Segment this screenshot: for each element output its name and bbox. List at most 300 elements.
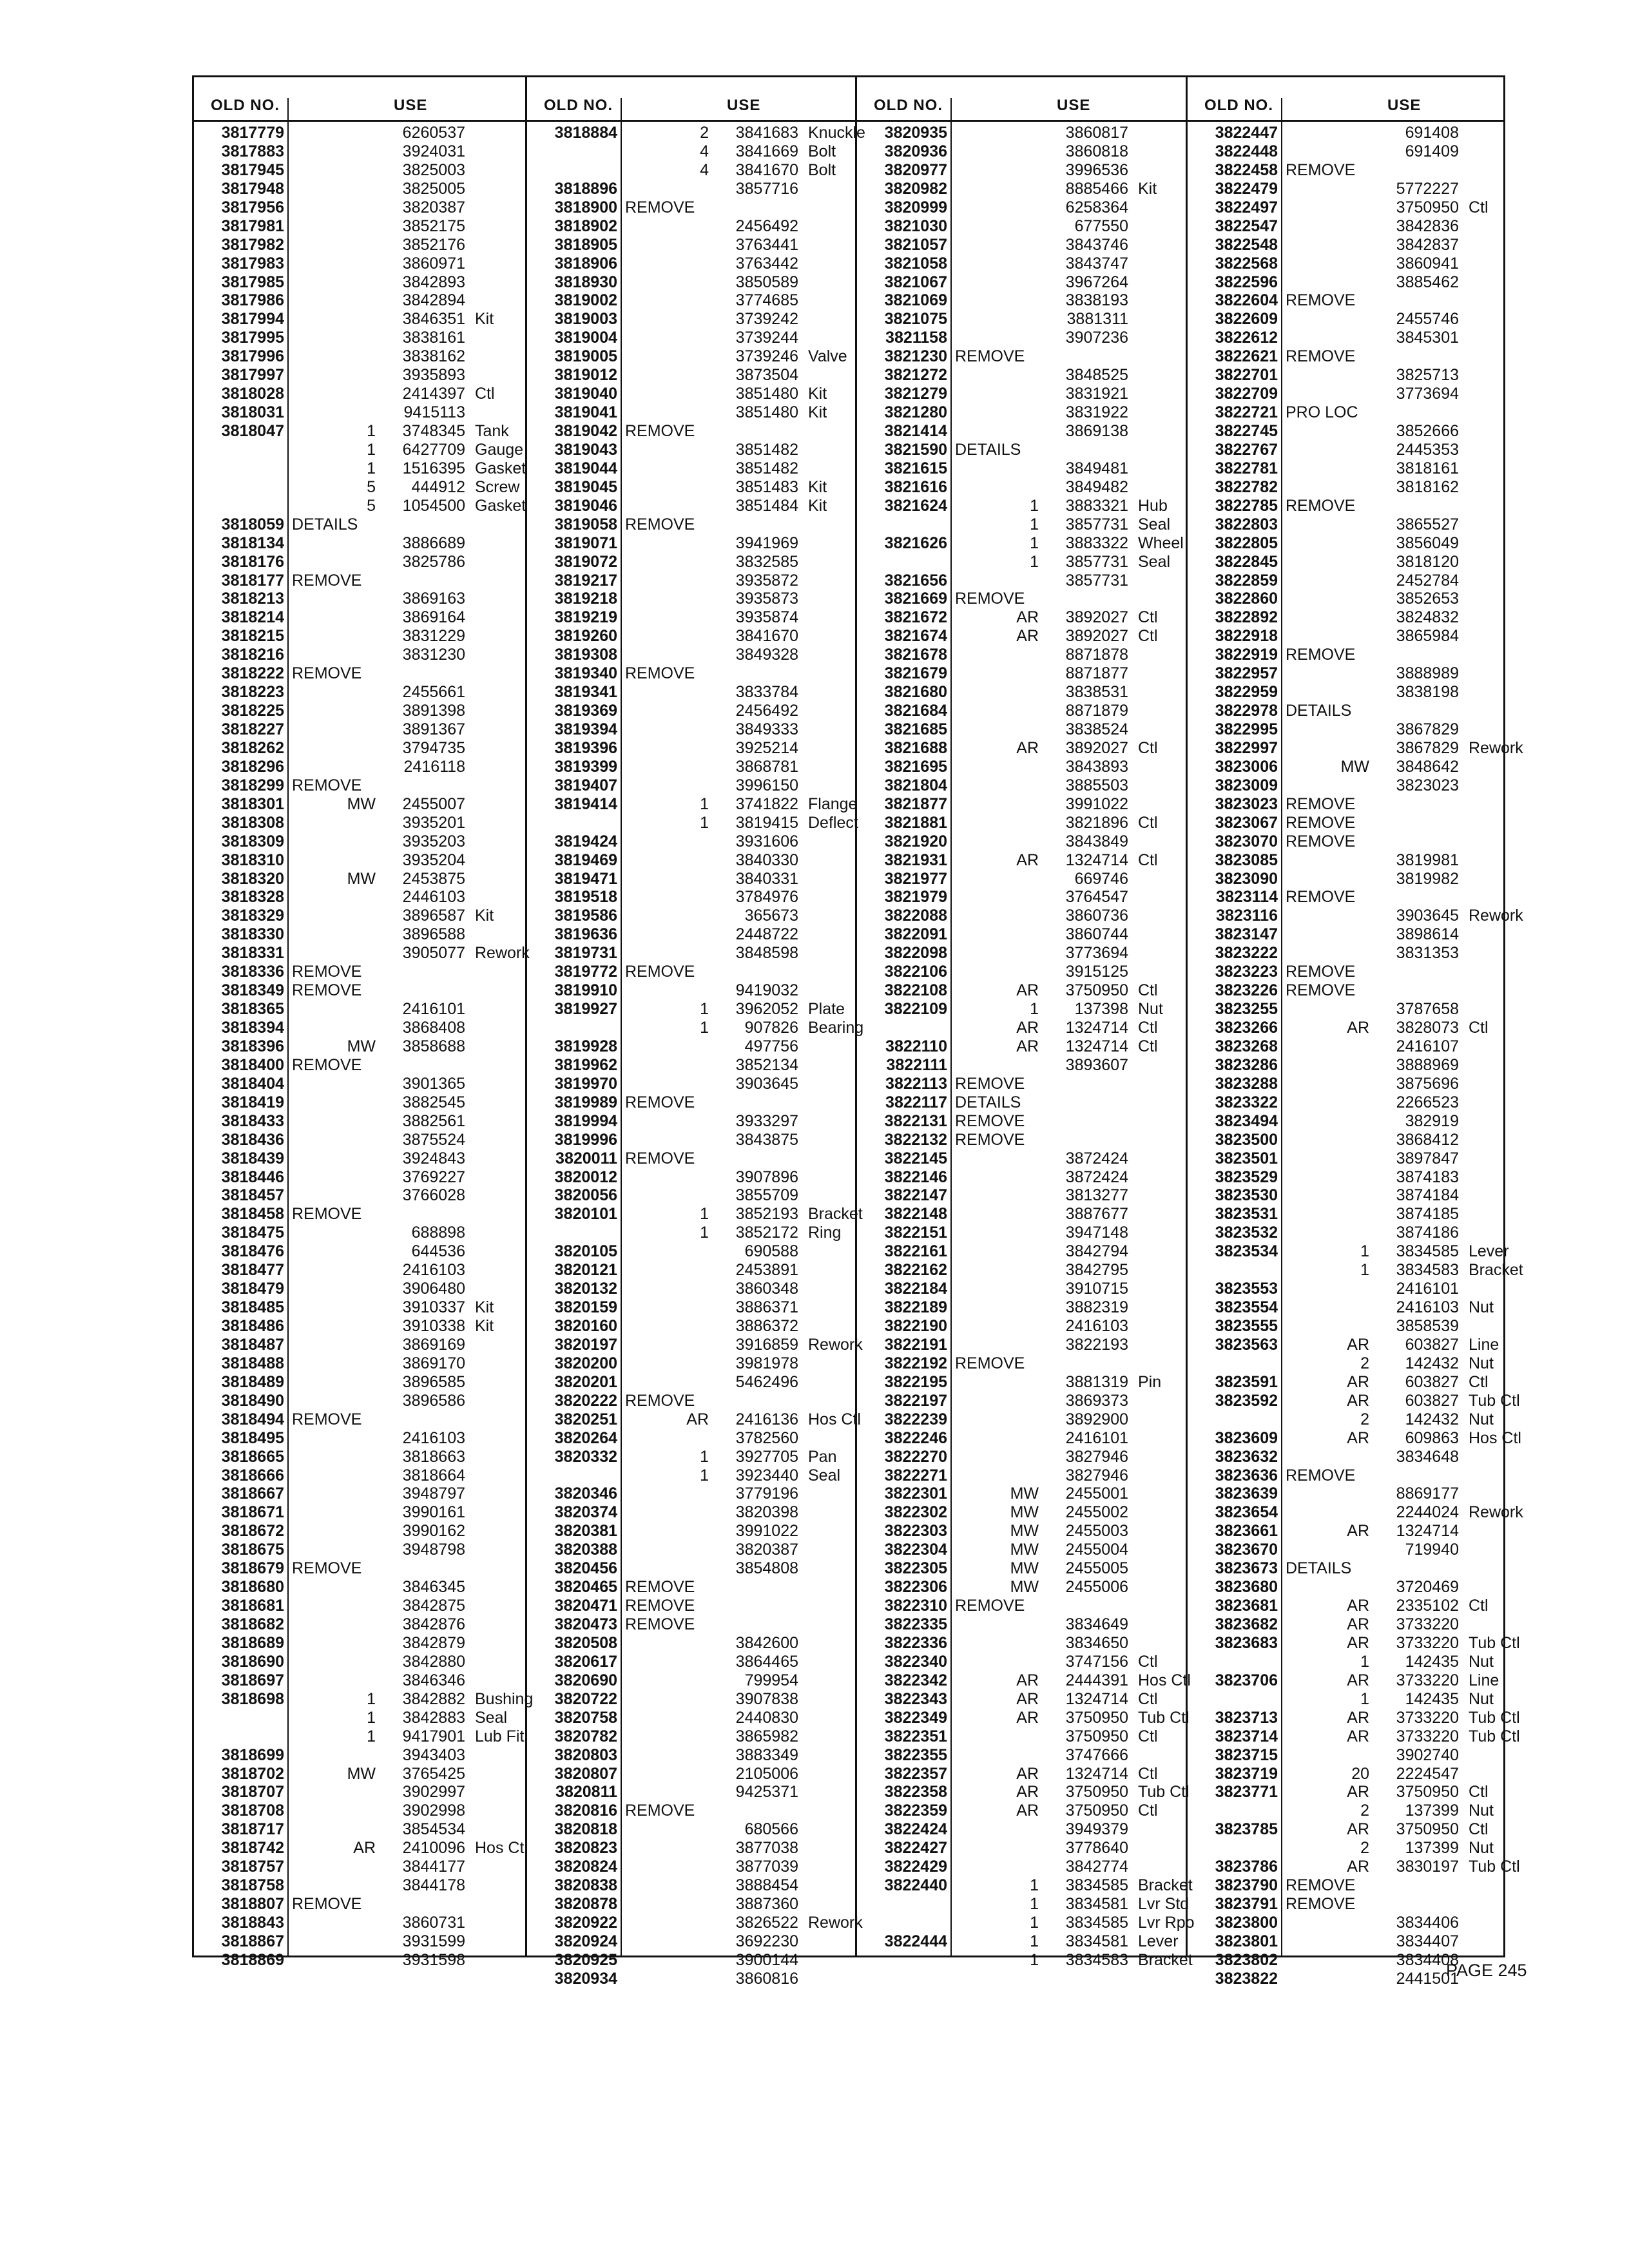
old-part-number: 3820782 [554, 1727, 617, 1745]
old-part-number: 3818394 [221, 1019, 284, 1037]
table-row [1188, 478, 1505, 497]
use-part-number: 3860941 [1396, 254, 1459, 273]
old-part-number: 3823771 [1215, 1783, 1278, 1802]
table-row [857, 1056, 1188, 1075]
table-row [1188, 1131, 1505, 1149]
table-row [527, 1205, 863, 1224]
table-row [527, 291, 857, 310]
table-row [857, 142, 1188, 161]
old-part-number: 3819928 [554, 1037, 617, 1055]
quantity: 1 [700, 1019, 709, 1037]
old-part-number: 3822108 [884, 981, 947, 1000]
use-part-number: 3834581 [1065, 1895, 1128, 1914]
use-part-number: 6260537 [402, 124, 465, 142]
use-part-number: 2455007 [402, 794, 465, 813]
quantity: 1 [700, 1000, 709, 1019]
old-part-number: 3820381 [554, 1522, 617, 1541]
use-part-number: 3842600 [735, 1633, 798, 1652]
table-row [857, 1727, 1188, 1746]
part-description: Kit [475, 907, 494, 925]
table-row [1188, 459, 1505, 478]
old-part-number: 3820936 [884, 142, 947, 160]
table-row [857, 664, 1188, 683]
use-part-number: 3900144 [735, 1950, 798, 1969]
part-description: Tank [475, 422, 509, 440]
table-row [857, 795, 1188, 814]
old-part-number: 3818299 [221, 776, 284, 794]
remark-text: REMOVE [955, 1111, 1025, 1130]
part-description: Kit [475, 310, 494, 329]
old-part-number: 3823706 [1215, 1671, 1278, 1689]
use-part-number: 8885466 [1065, 179, 1128, 198]
table-row [527, 403, 857, 422]
remark-text: REMOVE [1286, 888, 1356, 907]
old-part-number: 3818223 [221, 683, 284, 702]
use-part-number: 3857731 [1065, 571, 1128, 590]
use-part-number: 3868412 [1396, 1130, 1459, 1149]
table-row [1188, 907, 1523, 925]
old-part-number: 3819219 [554, 608, 617, 627]
table-row [857, 1485, 1188, 1503]
quantity: 4 [700, 160, 709, 179]
remark-text: REMOVE [625, 963, 695, 981]
old-part-number: 3822782 [1215, 477, 1278, 496]
use-heading: USE [727, 97, 761, 114]
use-part-number: 3838524 [1065, 720, 1128, 738]
quantity: 1 [1030, 1914, 1039, 1932]
remark-text: REMOVE [955, 347, 1025, 366]
table-row [1188, 1410, 1505, 1429]
old-part-number: 3823529 [1215, 1168, 1278, 1186]
use-part-number: 365673 [744, 907, 798, 925]
use-part-number: 3947148 [1065, 1224, 1128, 1242]
old-part-number: 3820374 [554, 1503, 617, 1522]
use-part-number: 3892027 [1065, 627, 1128, 646]
table-row [857, 1429, 1188, 1448]
use-part-number: 2453891 [735, 1261, 798, 1280]
quantity: AR [686, 1410, 709, 1428]
table-row [527, 1429, 857, 1448]
old-part-number: 3818433 [221, 1111, 284, 1130]
part-description: Ctl [1469, 1372, 1489, 1391]
old-part-number: 3821615 [884, 459, 947, 477]
header-divider [194, 120, 525, 122]
use-part-number: 3860348 [735, 1280, 798, 1298]
table-row [1188, 1448, 1505, 1466]
table-row [857, 608, 1188, 627]
table-row [194, 1149, 525, 1168]
old-part-number: 3822304 [884, 1541, 947, 1559]
table-row [194, 1858, 525, 1876]
table-row [857, 459, 1188, 478]
part-description: Tub Ctl [1138, 1708, 1190, 1727]
table-row [194, 161, 525, 180]
old-part-number: 3822997 [1215, 738, 1278, 757]
use-part-number: 3821896 [1065, 813, 1128, 832]
part-description: Nut [1469, 1652, 1494, 1671]
old-part-number: 3820935 [884, 124, 947, 142]
table-row [1188, 1373, 1505, 1392]
table-row [194, 1354, 525, 1373]
old-part-number: 3818310 [221, 850, 284, 869]
use-part-number: 3834583 [1065, 1950, 1128, 1969]
use-part-number: 3886371 [735, 1298, 798, 1317]
table-row [1188, 590, 1505, 608]
table-row [527, 553, 857, 572]
part-description: Gasket [475, 459, 526, 477]
use-part-number: 3842794 [1065, 1242, 1128, 1261]
row-list [1188, 124, 1523, 1988]
quantity: 2 [1360, 1410, 1369, 1428]
table-row [1188, 1224, 1505, 1242]
use-part-number: 3869169 [402, 1335, 465, 1354]
table-row [1188, 1391, 1520, 1410]
old-part-number: 3823683 [1215, 1633, 1278, 1652]
table-row [857, 1354, 1188, 1373]
part-description: Ctl [1138, 608, 1158, 627]
quantity: 1 [700, 1466, 709, 1485]
use-part-number: 3741822 [735, 794, 798, 813]
quantity: MW [347, 869, 376, 888]
use-part-number: 3868408 [402, 1019, 465, 1037]
use-part-number: 3739246 [735, 347, 798, 366]
use-part-number: 1516395 [402, 459, 465, 477]
old-part-number: 3822701 [1215, 366, 1278, 385]
old-part-number: 3823322 [1215, 1093, 1278, 1111]
table-row [527, 702, 857, 720]
old-part-number: 3823802 [1215, 1950, 1278, 1969]
table-row [857, 403, 1188, 422]
table-row [194, 795, 525, 814]
remark-text: PRO LOC [1286, 403, 1358, 422]
old-part-number: 3821067 [884, 273, 947, 291]
use-part-number: 3750950 [1065, 1802, 1128, 1820]
table-row [1188, 180, 1505, 198]
old-part-number: 3822302 [884, 1503, 947, 1522]
table-row [194, 1746, 525, 1765]
table-row [194, 291, 525, 310]
old-part-number: 3822448 [1215, 142, 1278, 160]
use-part-number: 2416103 [1396, 1298, 1459, 1317]
table-row [1188, 1019, 1505, 1037]
use-part-number: 5772227 [1396, 179, 1459, 198]
old-part-number: 3821881 [884, 813, 947, 832]
table-row [1188, 1559, 1505, 1578]
use-part-number: 3834649 [1065, 1615, 1128, 1633]
part-description: Valve [808, 347, 847, 366]
table-row [527, 1783, 857, 1802]
use-part-number: 3858688 [402, 1037, 465, 1055]
table-row [1188, 422, 1505, 441]
old-part-number: 3820456 [554, 1559, 617, 1578]
part-description: Ctl [1138, 850, 1158, 869]
table-row [527, 1186, 857, 1205]
use-part-number: 3874186 [1396, 1224, 1459, 1242]
part-description: Ctl [1469, 1019, 1489, 1037]
table-row [527, 255, 857, 273]
use-part-number: 3842837 [1396, 235, 1459, 254]
table-row [527, 870, 857, 889]
table-row [1188, 608, 1505, 627]
part-description: Pan [808, 1447, 837, 1466]
old-part-number: 3820251 [554, 1410, 617, 1428]
old-part-number: 3818215 [221, 627, 284, 646]
use-part-number: 1324714 [1065, 1689, 1128, 1708]
use-part-number: 3887360 [735, 1895, 798, 1914]
old-part-number: 3820823 [554, 1839, 617, 1858]
use-part-number: 3869164 [402, 608, 465, 627]
old-part-number: 3822803 [1215, 515, 1278, 533]
table-row [1188, 366, 1505, 385]
old-part-number: 3818419 [221, 1093, 284, 1111]
table-row [1188, 851, 1505, 870]
old-part-number: 3820811 [555, 1783, 617, 1802]
remark-text: REMOVE [1286, 1876, 1356, 1895]
old-part-number: 3822995 [1215, 720, 1278, 738]
table-row [857, 124, 1188, 142]
table-row [1188, 776, 1505, 795]
table-row [527, 1746, 857, 1765]
remark-text: REMOVE [1286, 160, 1356, 179]
table-row [527, 161, 857, 180]
table-row [194, 608, 525, 627]
table-row [194, 590, 525, 608]
use-part-number: 691409 [1405, 142, 1459, 160]
table-row [857, 1000, 1188, 1019]
table-row [1188, 944, 1505, 963]
quantity: 1 [1030, 1000, 1039, 1019]
table-row [527, 1653, 857, 1671]
use-part-number: 2416103 [402, 1428, 465, 1447]
quantity: 5 [367, 496, 376, 515]
use-part-number: 3841683 [735, 124, 798, 142]
old-part-number: 3823790 [1215, 1876, 1278, 1895]
use-part-number: 3823023 [1396, 776, 1459, 794]
table-row [857, 1205, 1188, 1224]
old-part-number: 3823500 [1215, 1130, 1278, 1149]
quantity: 1 [1030, 1950, 1039, 1969]
table-row [527, 180, 857, 198]
use-part-number: 3842894 [402, 291, 465, 310]
table-row [527, 515, 857, 534]
table-row [857, 1019, 1188, 1037]
remark-text: REMOVE [292, 776, 362, 794]
use-part-number: 3857731 [1065, 515, 1128, 533]
use-part-number: 2455003 [1065, 1522, 1128, 1541]
use-part-number: 2335102 [1396, 1597, 1459, 1615]
old-part-number: 3818682 [221, 1615, 284, 1633]
use-part-number: 3763442 [735, 254, 798, 273]
use-part-number: 3874185 [1396, 1205, 1459, 1224]
old-part-number: 3823494 [1215, 1111, 1278, 1130]
old-part-number: 3822310 [884, 1597, 947, 1615]
table-row [857, 1653, 1188, 1671]
use-part-number: 3991022 [1065, 794, 1128, 813]
table-row [1188, 291, 1505, 310]
use-part-number: 3854808 [735, 1559, 798, 1578]
use-part-number: 3910338 [402, 1317, 465, 1335]
use-part-number: 3851483 [735, 477, 798, 496]
old-part-number: 3823592 [1215, 1391, 1278, 1410]
table-row [194, 142, 525, 161]
use-part-number: 3852172 [735, 1224, 798, 1242]
table-row [194, 534, 525, 553]
use-part-number: 6258364 [1065, 198, 1128, 216]
old-part-number: 3820818 [554, 1820, 617, 1839]
table-row [527, 608, 857, 627]
quantity: AR [1347, 1019, 1369, 1037]
table-row [1188, 1895, 1505, 1914]
table-row [194, 1578, 525, 1597]
old-part-number: 3818476 [221, 1242, 284, 1261]
quantity: 1 [700, 1205, 709, 1224]
old-part-number: 3821230 [884, 347, 947, 366]
old-part-number: 3817945 [221, 160, 284, 179]
table-row [1188, 1597, 1505, 1615]
use-part-number: 3877039 [735, 1858, 798, 1876]
table-row [1188, 572, 1505, 590]
old-part-number: 3818690 [221, 1652, 284, 1671]
table-row [194, 1336, 525, 1354]
use-part-number: 3864465 [735, 1652, 798, 1671]
old-part-number: 3820201 [554, 1372, 617, 1391]
table-row [857, 198, 1188, 217]
table-row [1188, 1541, 1505, 1559]
old-part-number: 3821616 [884, 477, 947, 496]
table-row [527, 720, 857, 739]
use-part-number: 3896587 [402, 907, 465, 925]
table-row [857, 161, 1188, 180]
table-row [527, 1951, 857, 1970]
use-part-number: 5462496 [735, 1372, 798, 1391]
use-part-number: 3857731 [1065, 552, 1128, 571]
use-part-number: 3856049 [1396, 533, 1459, 552]
use-part-number: 3897847 [1396, 1149, 1459, 1168]
table-row [527, 776, 857, 795]
use-part-number: 644536 [411, 1242, 465, 1261]
part-description: Kit [808, 385, 827, 403]
old-part-number: 3823532 [1215, 1224, 1278, 1242]
use-part-number: 3822193 [1065, 1335, 1128, 1354]
table-row [857, 1448, 1188, 1466]
table-row [194, 1056, 525, 1075]
table-row [194, 870, 525, 889]
old-part-number: 3822197 [884, 1391, 947, 1410]
remark-text: REMOVE [625, 1149, 695, 1168]
column-header [194, 97, 525, 120]
use-part-number: 3907896 [735, 1168, 798, 1186]
table-row [527, 758, 857, 776]
use-part-number: 3733220 [1396, 1727, 1459, 1745]
table-row [1188, 1765, 1505, 1783]
old-part-number: 3823563 [1215, 1335, 1278, 1354]
quantity: AR [1016, 981, 1039, 1000]
table-row [857, 385, 1188, 403]
table-row [857, 1392, 1188, 1410]
old-part-number: 3820101 [554, 1205, 617, 1224]
table-row [194, 1914, 525, 1932]
table-row [857, 758, 1188, 776]
old-part-number: 3818757 [221, 1858, 284, 1876]
use-part-number: 3838193 [1065, 291, 1128, 310]
old-part-number: 3822709 [1215, 385, 1278, 403]
table-row [1188, 198, 1505, 217]
old-part-number: 3819045 [554, 477, 617, 496]
part-description: Rework [1469, 1503, 1523, 1522]
table-row [857, 478, 1188, 497]
table-row [527, 1709, 857, 1727]
table-row [527, 1615, 857, 1634]
quantity: AR [1347, 1858, 1369, 1876]
use-part-number: 3831921 [1065, 385, 1128, 403]
old-part-number: 3822458 [1215, 160, 1278, 179]
old-part-number: 3822609 [1215, 310, 1278, 329]
old-part-number: 3821674 [884, 627, 947, 646]
use-part-number: 3834585 [1396, 1242, 1459, 1261]
use-part-number: 719940 [1405, 1541, 1459, 1559]
table-row [1188, 720, 1505, 739]
old-part-number: 3822195 [884, 1372, 947, 1391]
table-row [857, 422, 1188, 441]
use-part-number: 3838162 [402, 347, 465, 366]
use-part-number: 2224547 [1396, 1764, 1459, 1783]
use-part-number: 137399 [1405, 1802, 1459, 1820]
use-part-number: 3750950 [1065, 1727, 1128, 1745]
use-part-number: 3869138 [1065, 422, 1128, 440]
table-row [527, 497, 857, 515]
use-part-number: 3849333 [735, 720, 798, 738]
old-part-number: 3817948 [221, 179, 284, 198]
table-row [527, 907, 857, 925]
old-part-number: 3823268 [1215, 1037, 1278, 1055]
table-row [857, 1839, 1188, 1858]
old-part-number: 3823785 [1215, 1820, 1278, 1839]
part-description: Ctl [1138, 1764, 1158, 1783]
quantity: 1 [367, 1727, 376, 1745]
quantity: AR [1016, 608, 1039, 627]
use-part-number: 3996150 [735, 776, 798, 794]
part-description: Nut [1138, 1000, 1163, 1019]
table-row [857, 832, 1188, 851]
remark-text: REMOVE [625, 515, 695, 533]
table-row [527, 329, 857, 347]
old-part-number: 3821030 [884, 216, 947, 235]
table-row [194, 273, 525, 292]
old-part-number: 3822340 [884, 1652, 947, 1671]
old-part-number: 3818400 [221, 1055, 284, 1074]
old-part-number: 3820332 [554, 1447, 617, 1466]
table-row [1188, 347, 1505, 366]
use-part-number: 3882319 [1065, 1298, 1128, 1317]
use-part-number: 3996536 [1065, 160, 1128, 179]
table-row [527, 273, 857, 292]
use-part-number: 3774685 [735, 291, 798, 310]
old-part-number: 3819394 [554, 720, 617, 738]
table-row [527, 366, 857, 385]
old-part-number: 3819407 [554, 776, 617, 794]
use-part-number: 3852176 [402, 235, 465, 254]
table-row [527, 1280, 857, 1298]
use-part-number: 3935204 [402, 850, 465, 869]
use-part-number: 3860816 [735, 1969, 798, 1988]
header-divider [1188, 120, 1505, 122]
table-row [527, 664, 857, 683]
old-part-number: 3820160 [554, 1317, 617, 1335]
old-part-number: 3817982 [221, 235, 284, 254]
use-part-number: 3848642 [1396, 757, 1459, 776]
use-part-number: 3860736 [1065, 907, 1128, 925]
table-row [1188, 738, 1523, 758]
